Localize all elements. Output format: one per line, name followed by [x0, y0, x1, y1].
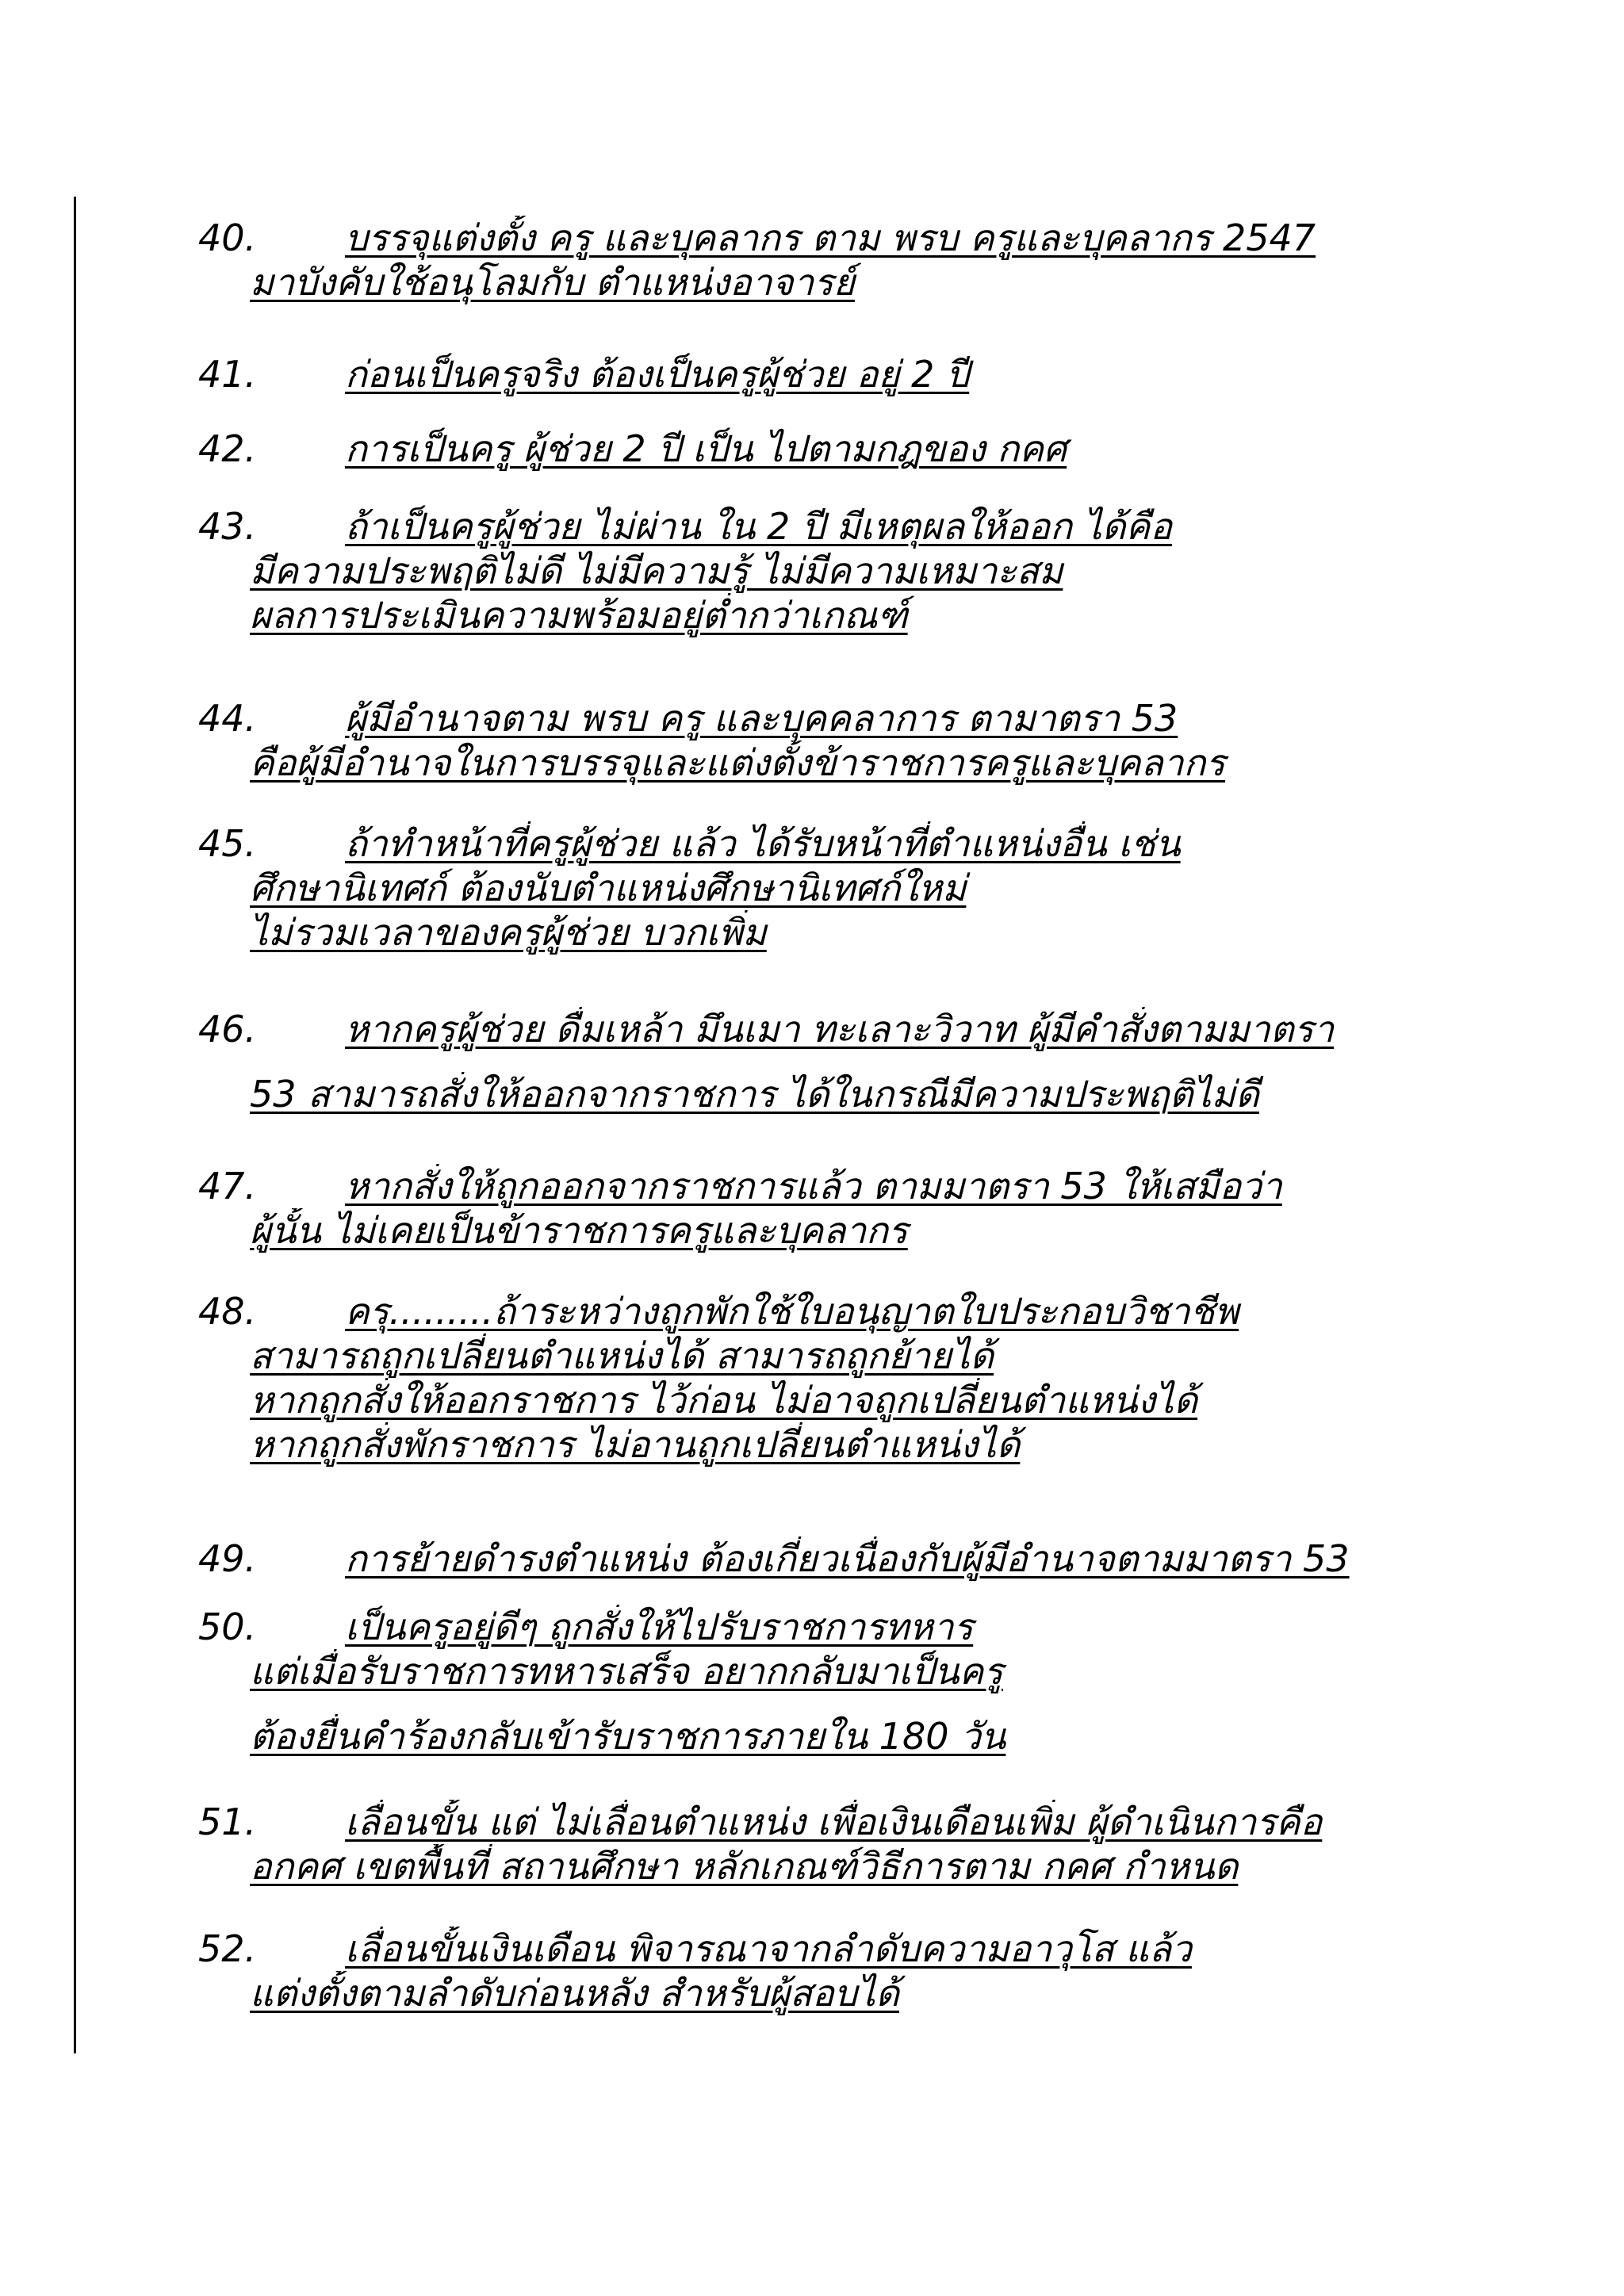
item-text: เลื่อนขั้น แต่ ไม่เลื่อนตำแหน่ง เพื่อเงินเดือนเพิ่ม ผู้ดำเนินการคือ — [345, 1800, 1323, 1843]
item-continuation-line — [198, 866, 1562, 910]
item-text: บรรจุแต่งตั้ง ครู และบุคลากร ตาม พรบ ครูและบุคลากร 2547 — [345, 216, 1316, 259]
item-number: 50. — [198, 1605, 257, 1648]
item-first-line — [198, 1536, 1562, 1581]
item-text: 53 สามารถสั่งให้ออกจากราชการ ได้ในกรณีมีความประพฤติไม่ดี — [250, 1073, 1259, 1115]
item-first-line — [198, 216, 1562, 260]
item-text: คือผู้มีอำนาจในการบรรจุและแต่งตั้งข้าราชการครูและบุคลากร — [250, 741, 1226, 784]
item-continuation-line — [198, 1208, 1562, 1253]
item-text: หากสั่งให้ถูกออกจากราชการแล้ว ตามมาตรา 53 ให้เสมือว่า — [345, 1165, 1282, 1207]
item-text: หากถูกสั่งให้ออกราชการ ไว้ก่อน ไม่อาจถูกเปลี่ยนตำแหน่งได้ — [250, 1379, 1198, 1422]
item-first-line — [198, 504, 1562, 549]
item-first-line — [198, 352, 1562, 396]
item-continuation-line — [198, 1714, 1562, 1758]
item-continuation-line — [198, 1072, 1562, 1116]
item-continuation-line — [198, 1649, 1562, 1693]
list-item — [198, 696, 1562, 785]
item-number: 45. — [198, 822, 257, 865]
list-item — [198, 216, 1562, 304]
list-item — [198, 504, 1562, 637]
item-first-line — [198, 696, 1562, 740]
item-number: 43. — [198, 505, 257, 548]
item-first-line — [198, 1007, 1562, 1051]
item-number: 44. — [198, 697, 257, 740]
item-continuation-line — [198, 1971, 1562, 2015]
item-text: แต่งตั้งตามลำดับก่อนหลัง สำหรับผู้สอบได้ — [250, 1972, 899, 2015]
item-text: แต่เมื่อรับราชการทหารเสร็จ อยากกลับมาเป็นครู — [250, 1650, 1004, 1693]
list-item — [198, 1800, 1562, 1888]
item-text: หากถูกสั่งพักราชการ ไม่อานถูกเปลี่ยนตำแหน่งได้ — [250, 1423, 1021, 1466]
item-number: 42. — [198, 427, 257, 470]
item-number: 51. — [198, 1800, 257, 1843]
item-first-line — [198, 1800, 1562, 1844]
item-text: ผู้มีอำนาจตาม พรบ ครู และบุคคลาการ ตามาตรา 53 — [345, 697, 1178, 740]
item-number: 49. — [198, 1537, 257, 1580]
item-continuation-line — [198, 910, 1562, 955]
item-text: สามารถถูกเปลี่ยนตำแหน่งได้ สามารถถูกย้ายได้ — [250, 1334, 994, 1377]
list-item — [198, 1164, 1562, 1253]
item-first-line — [198, 1927, 1562, 1971]
item-first-line — [198, 1289, 1562, 1334]
left-margin-rule — [74, 197, 76, 2053]
list-item — [198, 1536, 1562, 1581]
list-item — [198, 821, 1562, 955]
item-continuation-line — [198, 1422, 1562, 1467]
item-number: 48. — [198, 1290, 257, 1333]
item-text: เป็นครูอยู่ดีๆ ถูกสั่งให้ไปรับราชการทหาร — [345, 1605, 974, 1648]
item-text: มีความประพฤติไม่ดี ไม่มีความรู้ ไม่มีความเหมาะสม — [250, 549, 1063, 592]
item-text: ผู้นั้น ไม่เคยเป็นข้าราชการครูและบุคลากร — [250, 1209, 908, 1252]
item-number: 52. — [198, 1927, 257, 1970]
item-first-line — [198, 1605, 1562, 1649]
item-text: การเป็นครู ผู้ช่วย 2 ปี เป็น ไปตามกฎของ กคศ — [345, 427, 1067, 470]
item-text: ไม่รวมเวลาของครูผู้ช่วย บวกเพิ่ม — [250, 911, 767, 954]
item-text: ต้องยื่นคำร้องกลับเข้ารับราชการภายใน 180 วัน — [250, 1715, 1006, 1758]
list-item — [198, 352, 1562, 396]
item-first-line — [198, 1164, 1562, 1208]
item-continuation-line — [198, 549, 1562, 593]
item-text: เลื่อนขั้นเงินเดือน พิจารณาจากลำดับความอาวุโส แล้ว — [345, 1927, 1192, 1970]
item-text: อกคศ เขตพื้นที่ สถานศึกษา หลักเกณฑ์วิธีการตาม กคศ กำหนด — [250, 1845, 1239, 1888]
list-item — [198, 1289, 1562, 1467]
item-text: ครุ.........ถ้าระหว่างถูกพักใช้ใบอนุญาตใบประกอบวิชาชีพ — [345, 1290, 1239, 1333]
item-text: ศึกษานิเทศก์ ต้องนับตำแหน่งศึกษานิเทศก์ใหม่ — [250, 867, 967, 909]
list-item — [198, 1927, 1562, 2015]
item-number: 46. — [198, 1008, 257, 1050]
item-text: การย้ายดำรงตำแหน่ง ต้องเกี่ยวเนื่องกับผู้มีอำนาจตามมาตรา 53 — [345, 1537, 1350, 1580]
item-number: 47. — [198, 1165, 257, 1207]
item-continuation-line — [198, 593, 1562, 637]
item-text: ถ้าทำหน้าที่ครูผู้ช่วย แล้ว ได้รับหน้าที่ตำแหน่งอื่น เช่น — [345, 822, 1181, 865]
item-continuation-line — [198, 1844, 1562, 1888]
list-item — [198, 427, 1562, 471]
item-first-line — [198, 427, 1562, 471]
item-continuation-line — [198, 1334, 1562, 1378]
item-text: หากครูผู้ช่วย ดื่มเหล้า มึนเมา ทะเลาะวิวาท ผู้มีคำสั่งตามมาตรา — [345, 1008, 1335, 1050]
item-continuation-line — [198, 1378, 1562, 1422]
item-continuation-line — [198, 740, 1562, 785]
list-item — [198, 1007, 1562, 1116]
list-item — [198, 1605, 1562, 1758]
item-number: 41. — [198, 353, 257, 396]
item-continuation-line — [198, 260, 1562, 304]
item-text: ถ้าเป็นครูผู้ช่วย ไม่ผ่าน ใน 2 ปี มีเหตุผลให้ออก ได้คือ — [345, 505, 1172, 548]
item-text: ผลการประเมินความพร้อมอยู่ต่ำกว่าเกณฑ์ — [250, 594, 908, 637]
item-number: 40. — [198, 216, 257, 259]
item-text: ก่อนเป็นครูจริง ต้องเป็นครูผู้ช่วย อยู่ 2 ปี — [345, 353, 970, 396]
item-first-line — [198, 821, 1562, 866]
item-text: มาบังคับใช้อนุโลมกับ ตำแหน่งอาจารย์ — [250, 261, 855, 304]
